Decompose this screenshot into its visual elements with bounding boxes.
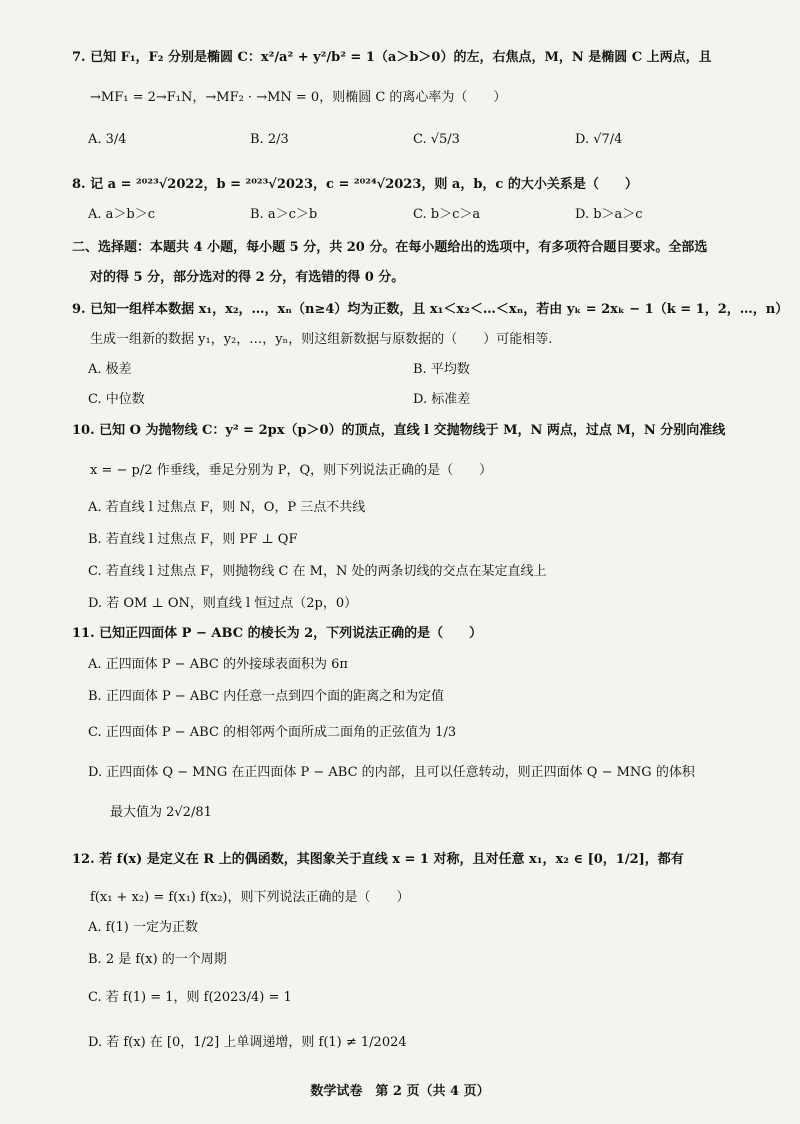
q8-option-c: C. b＞c＞a <box>413 207 481 222</box>
q9-stem-cont: 生成一组新的数据 y₁，y₂，…，yₙ，则这组新数据与原数据的（ ）可能相等. <box>90 332 553 347</box>
q8-option-d: D. b＞a＞c <box>575 207 643 222</box>
q7-stem: 7. 已知 F₁，F₂ 分别是椭圆 C：x²/a² + y²/b² = 1（a＞b＞0）的左，右焦点，M，N 是椭圆 C 上两点，且 <box>72 50 712 65</box>
page-footer: 数学试卷 第 2 页（共 4 页） <box>310 1084 490 1099</box>
q10-option-b: B. 若直线 l 过焦点 F，则 PF ⊥ QF <box>88 532 298 547</box>
q11-option-d-cont: 最大值为 2√2/81 <box>110 805 212 820</box>
q10-option-a: A. 若直线 l 过焦点 F，则 N，O，P 三点不共线 <box>88 500 366 515</box>
q12-stem: 12. 若 f(x) 是定义在 R 上的偶函数，其图象关于直线 x = 1 对称，且对任意 x₁，x₂ ∈ [0，1/2]，都有 <box>72 852 684 867</box>
q10-option-c: C. 若直线 l 过焦点 F，则抛物线 C 在 M，N 处的两条切线的交点在某定直线上 <box>88 564 547 579</box>
q10-option-d: D. 若 OM ⊥ ON，则直线 l 恒过点（2p，0） <box>88 596 358 611</box>
q7-option-a: A. 3/4 <box>88 132 127 147</box>
section2-heading-cont: 对的得 5 分，部分选对的得 2 分，有选错的得 0 分。 <box>90 270 405 285</box>
q9-option-d: D. 标准差 <box>413 392 471 407</box>
q11-option-a: A. 正四面体 P − ABC 的外接球表面积为 6π <box>88 657 348 672</box>
q12-option-b: B. 2 是 f(x) 的一个周期 <box>88 952 227 967</box>
section2-heading: 二、选择题：本题共 4 小题，每小题 5 分，共 20 分。在每小题给出的选项中，有多项符合题目要求。全部选 <box>72 240 708 255</box>
q7-option-c: C. √5/3 <box>413 132 460 147</box>
q9-option-b: B. 平均数 <box>413 362 470 377</box>
q12-option-d: D. 若 f(x) 在 [0，1/2] 上单调递增，则 f(1) ≠ 1/2024 <box>88 1035 407 1050</box>
q12-option-a: A. f(1) 一定为正数 <box>88 920 199 935</box>
q7-option-d: D. √7/4 <box>575 132 623 147</box>
q9-stem: 9. 已知一组样本数据 x₁，x₂，…，xₙ（n≥4）均为正数，且 x₁＜x₂＜…＜xₙ，若由 yₖ = 2xₖ − 1（k = 1，2，…，n） <box>72 302 789 317</box>
q11-option-d: D. 正四面体 Q − MNG 在正四面体 P − ABC 的内部，且可以任意转动，则正四面体 Q − MNG 的体积 <box>88 765 695 780</box>
q11-option-b: B. 正四面体 P − ABC 内任意一点到四个面的距离之和为定值 <box>88 689 445 704</box>
q11-stem: 11. 已知正四面体 P − ABC 的棱长为 2，下列说法正确的是（ ） <box>72 626 483 641</box>
q9-option-c: C. 中位数 <box>88 392 145 407</box>
q8-option-b: B. a＞c＞b <box>250 207 318 222</box>
q10-stem-cont: x = − p/2 作垂线，垂足分别为 P，Q，则下列说法正确的是（ ） <box>90 463 493 478</box>
q7-option-b: B. 2/3 <box>250 132 289 147</box>
q12-stem-cont: f(x₁ + x₂) = f(x₁) f(x₂)，则下列说法正确的是（ ） <box>90 890 410 905</box>
q9-option-a: A. 极差 <box>88 362 132 377</box>
q8-option-a: A. a＞b＞c <box>88 207 156 222</box>
q11-option-c: C. 正四面体 P − ABC 的相邻两个面所成二面角的正弦值为 1/3 <box>88 725 457 740</box>
q12-option-c: C. 若 f(1) = 1，则 f(2023/4) = 1 <box>88 990 292 1005</box>
q8-stem: 8. 记 a = ²⁰²³√2022，b = ²⁰²³√2023，c = ²⁰²⁴√2023，则 a，b，c 的大小关系是（ ） <box>72 177 638 192</box>
q7-stem-cont: →MF₁ = 2→F₁N，→MF₂ · →MN = 0，则椭圆 C 的离心率为（ ） <box>90 90 507 105</box>
q10-stem: 10. 已知 O 为抛物线 C：y² = 2px（p＞0）的顶点，直线 l 交抛物线于 M，N 两点，过点 M，N 分别向准线 <box>72 423 726 438</box>
